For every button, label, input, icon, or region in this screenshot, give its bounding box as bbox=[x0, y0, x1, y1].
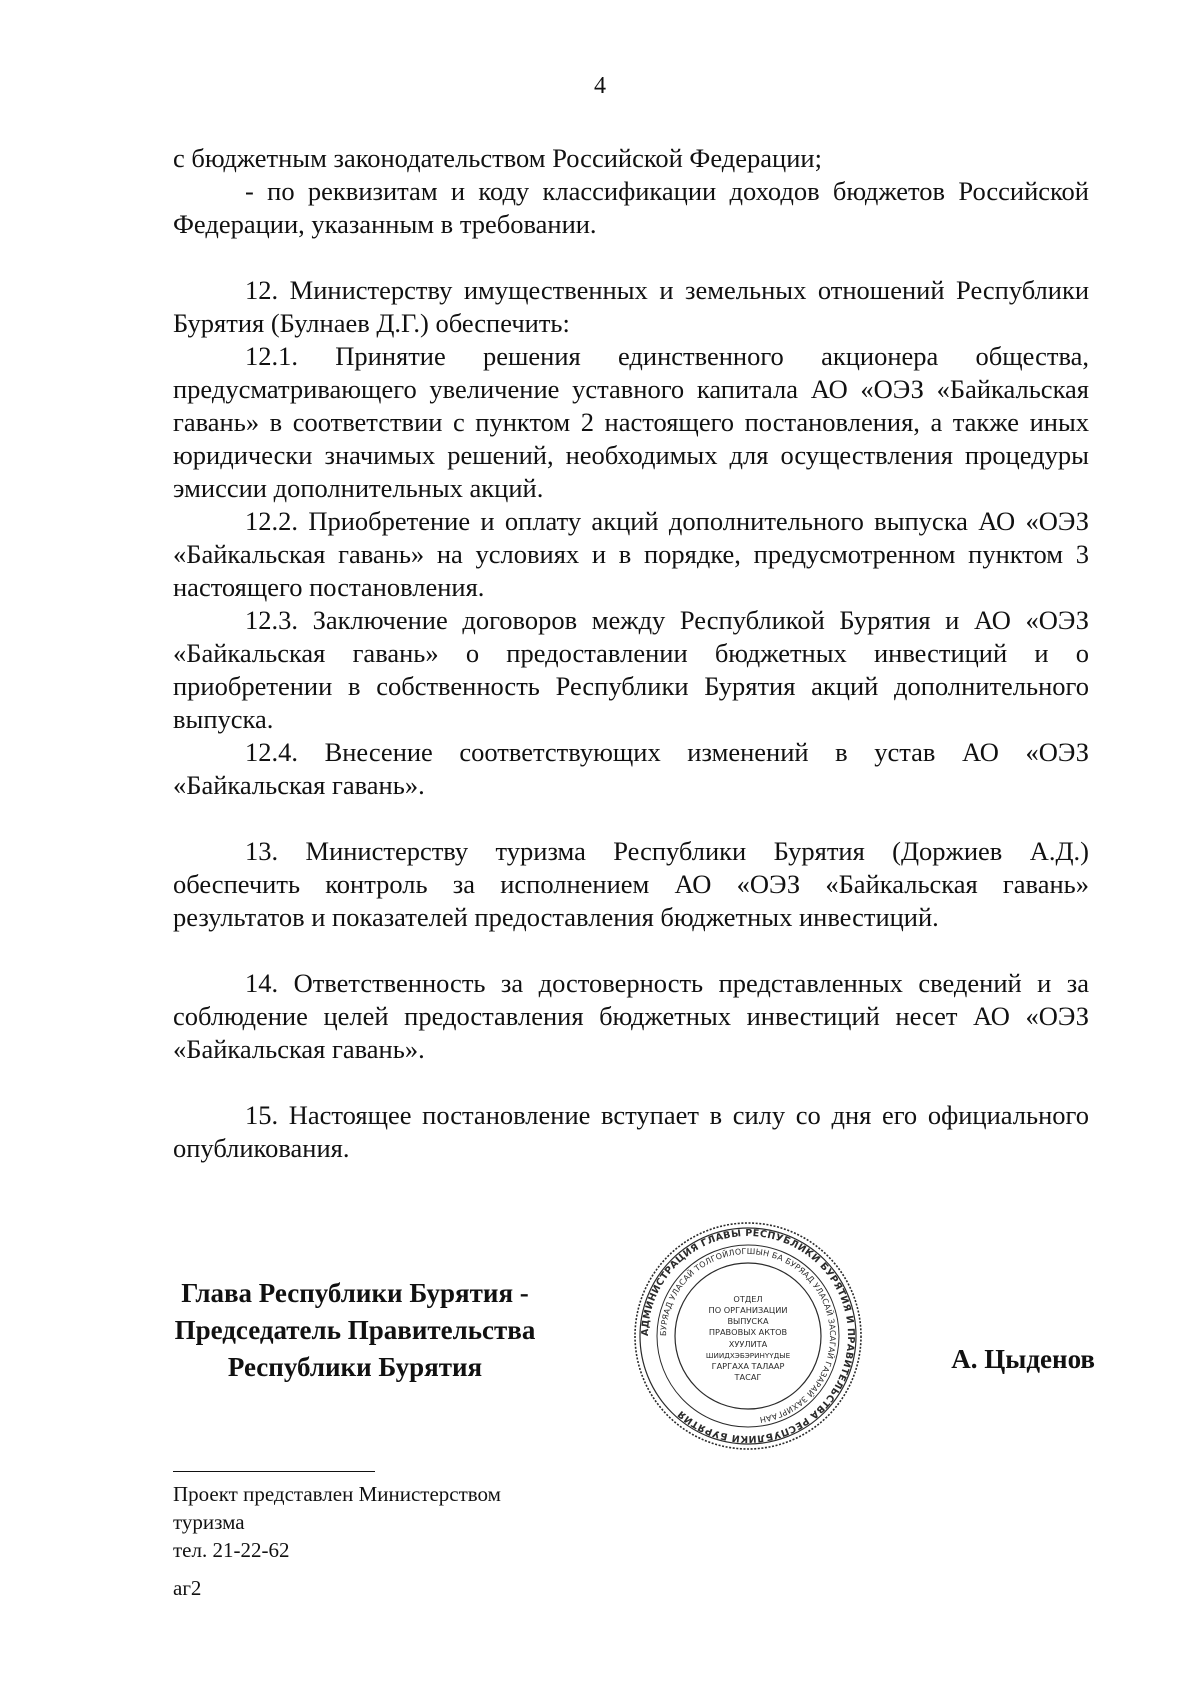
page-number: 4 bbox=[594, 73, 606, 99]
footnote-line: туризма bbox=[173, 1510, 245, 1534]
paragraph-item-14: 14. Ответственность за достоверность представленных сведений и за соблюдение целей предоставления бюджетных инвестиций несет АО «ОЭЗ «Байкальская гавань». bbox=[173, 968, 1089, 1064]
paragraph-item-12-2: 12.2. Приобретение и оплату акций дополнительного выпуска АО «ОЭЗ «Байкальская гавань» на условиях и в порядке, предусмотренном пунктом 3 настоящего постановления. bbox=[173, 506, 1089, 602]
document-body bbox=[173, 142, 1089, 1165]
paragraph-item-15: 15. Настоящее постановление вступает в силу со дня его официального опубликования. bbox=[173, 1100, 1089, 1163]
signatory-title-line: Глава Республики Бурятия - bbox=[181, 1278, 529, 1308]
seal-center-line: ОТДЕЛ bbox=[733, 1294, 763, 1304]
official-seal bbox=[632, 1220, 864, 1452]
paragraph-item-12-1: 12.1. Принятие решения единственного акционера общества, предусматривающего увеличение уставного капитала АО «ОЭЗ «Байкальская гавань» в соответствии с пунктом 2 настоящего постановления, а также иных юридически значимых решений, необходимых для осуществления процедуры эмиссии дополнительных акций. bbox=[173, 341, 1089, 503]
paragraph-item-12-4: 12.4. Внесение соответствующих изменений в устав АО «ОЭЗ «Байкальская гавань». bbox=[173, 737, 1089, 800]
footnote-line: тел. 21-22-62 bbox=[173, 1538, 290, 1562]
signatory-title bbox=[130, 1275, 580, 1386]
seal-center-line: ТАСАГ bbox=[734, 1372, 762, 1382]
paragraph-item-13: 13. Министерству туризма Республики Бурятия (Доржиев А.Д.) обеспечить контроль за исполнением АО «ОЭЗ «Байкальская гавань» результатов и показателей предоставления бюджетных инвестиций. bbox=[173, 836, 1089, 932]
seal-center-line: ПРАВОВЫХ АКТОВ bbox=[708, 1327, 788, 1337]
signatory-title-line: Республики Бурятия bbox=[227, 1352, 483, 1382]
seal-center-line: ХУУЛИТА bbox=[728, 1339, 768, 1349]
seal-center-line: ГАРГАХА ТАЛААР bbox=[711, 1361, 785, 1371]
seal-outer-text: АДМИНИСТРАЦИЯ ГЛАВЫ РЕСПУБЛИКИ БУРЯТИЯ И ПРАВИТЕЛЬСТВА РЕСПУБЛИКИ БУРЯТИЯ bbox=[639, 1227, 857, 1445]
paragraph-item-12-3: 12.3. Заключение договоров между Республикой Бурятия и АО «ОЭЗ «Байкальская гавань» о предоставлении бюджетных инвестиций и о приобретении в собственность Республики Бурятия акций дополнительного выпуска. bbox=[173, 605, 1089, 734]
seal-center-line: ВЫПУСКА bbox=[727, 1316, 769, 1326]
signatory-title-line: Председатель Правительства bbox=[174, 1315, 536, 1345]
footnote bbox=[173, 1480, 593, 1564]
footnote-divider bbox=[173, 1471, 375, 1472]
seal-center-line: ПО ОРГАНИЗАЦИИ bbox=[708, 1305, 788, 1315]
document-code: аг2 bbox=[173, 1576, 202, 1600]
paragraph-budget-legislation: с бюджетным законодательством Российской Федерации; bbox=[173, 143, 822, 173]
paragraph-requisites: - по реквизитам и коду классификации доходов бюджетов Российской Федерации, указанным в требовании. bbox=[173, 176, 1089, 239]
footnote-line: Проект представлен Министерством bbox=[173, 1482, 501, 1506]
seal-center-line: ШИИДХЭБЭРИНҮҮДЫЕ bbox=[705, 1351, 791, 1360]
seal-inner-text: БУРЯАД УЛАСАЙ ТОЛГОЙЛОГШЫН БА БУРЯАД УЛАСАЙ ЗАСАГАЙ ГАЗАРАЙ ЗАХИРГААН bbox=[658, 1246, 838, 1425]
paragraph-item-12: 12. Министерству имущественных и земельных отношений Республики Бурятия (Булнаев Д.Г.) обеспечить: bbox=[173, 275, 1089, 338]
signatory-name: А. Цыденов bbox=[951, 1344, 1095, 1374]
